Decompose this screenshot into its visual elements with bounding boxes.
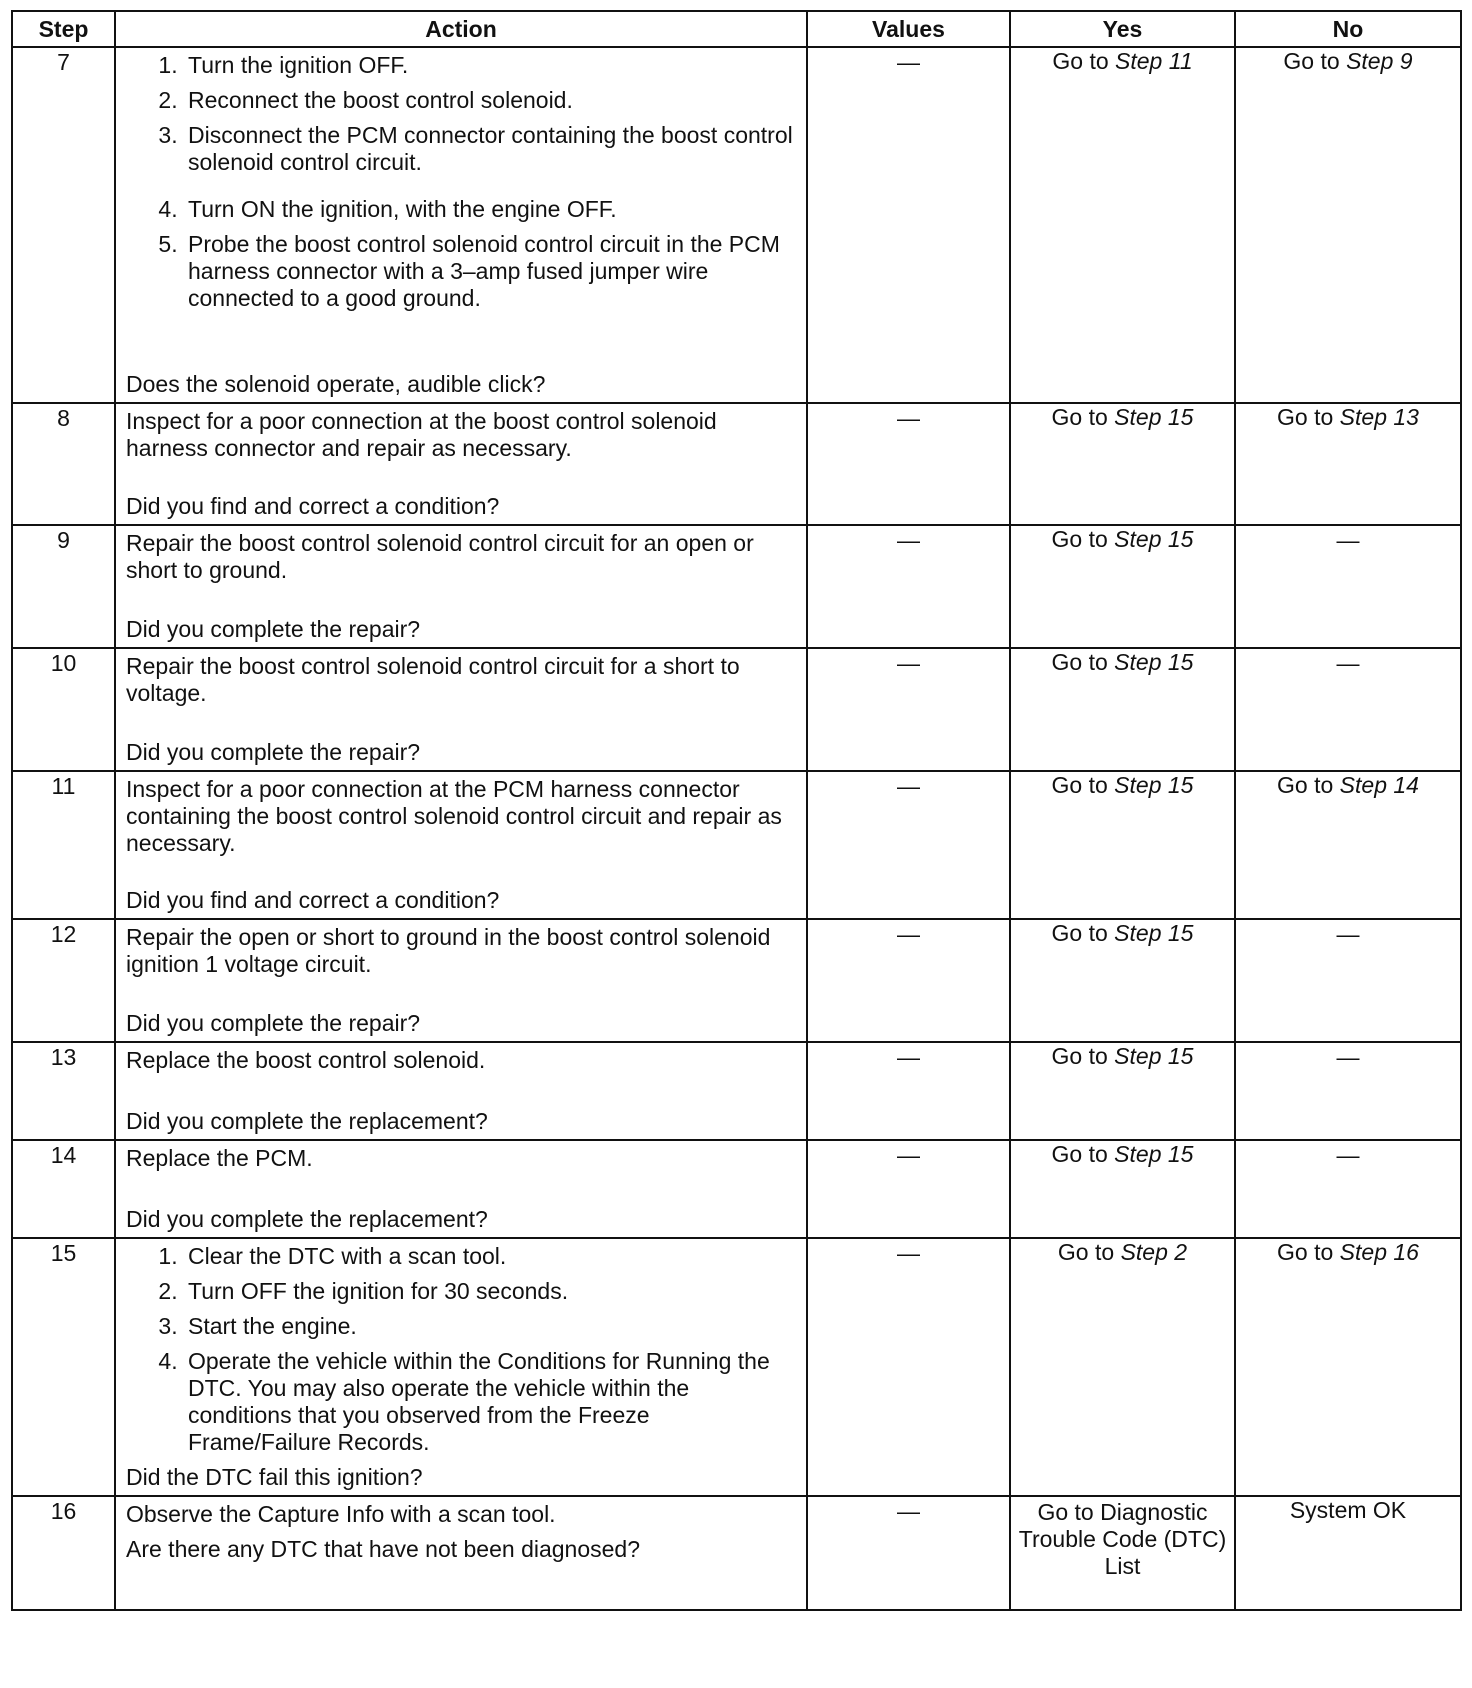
- goto-prefix: Go to: [1051, 1043, 1115, 1069]
- goto-step-link[interactable]: Step 15: [1114, 1043, 1194, 1069]
- action-step-item: 4. Turn ON the ignition, with the engine OFF.: [184, 196, 798, 223]
- action-cell: [115, 1238, 807, 1496]
- goto-step-link[interactable]: Step 13: [1339, 404, 1419, 430]
- goto-step-link[interactable]: Step 9: [1346, 48, 1413, 74]
- step-number: 14: [12, 1140, 115, 1238]
- action-question: Are there any DTC that have not been diagnosed?: [126, 1536, 641, 1562]
- values-cell: —: [807, 919, 1010, 1042]
- yes-cell: [1010, 403, 1235, 525]
- table-row-step-11: [12, 771, 1461, 919]
- action-text: Observe the Capture Info with a scan tool.: [126, 1501, 556, 1527]
- action-text: Inspect for a poor connection at the boost control solenoid harness connector and repair as necessary.: [126, 408, 717, 461]
- header-yes: Yes: [1010, 11, 1235, 47]
- diagnostic-steps-table: [11, 10, 1462, 1611]
- goto-prefix: Go to: [1051, 1141, 1115, 1167]
- table-row-step-10: [12, 648, 1461, 771]
- table-row-step-9: [12, 525, 1461, 648]
- goto-step-link[interactable]: Step 14: [1339, 772, 1419, 798]
- yes-cell: [1010, 1496, 1235, 1610]
- action-text: Replace the PCM.: [126, 1145, 313, 1171]
- no-cell: —: [1235, 1042, 1461, 1140]
- values-cell: —: [807, 1140, 1010, 1238]
- values-cell: —: [807, 1496, 1010, 1610]
- yes-cell: [1010, 47, 1235, 403]
- action-step-item: 1. Clear the DTC with a scan tool.: [184, 1243, 798, 1270]
- values-cell: —: [807, 648, 1010, 771]
- table-row-step-16: [12, 1496, 1461, 1610]
- header-step: Step: [12, 11, 115, 47]
- no-cell: [1235, 1238, 1461, 1496]
- no-cell: System OK: [1235, 1496, 1461, 1610]
- values-cell: —: [807, 525, 1010, 648]
- no-cell: —: [1235, 525, 1461, 648]
- action-cell: [115, 525, 807, 648]
- action-step-item: 3. Disconnect the PCM connector containing the boost control solenoid control circuit.: [184, 122, 798, 176]
- action-question: Did you complete the repair?: [126, 616, 421, 642]
- action-question: Did you find and correct a condition?: [126, 887, 500, 913]
- goto-step-link[interactable]: Step 16: [1339, 1239, 1419, 1265]
- action-step-item: 2. Turn OFF the ignition for 30 seconds.: [184, 1278, 798, 1305]
- yes-cell: [1010, 771, 1235, 919]
- goto-prefix: Go to: [1051, 649, 1115, 675]
- goto-prefix: Go to: [1037, 1499, 1101, 1525]
- step-number: 15: [12, 1238, 115, 1496]
- diagnostic-table-page: [11, 10, 1460, 1611]
- action-question: Did you complete the replacement?: [126, 1206, 488, 1232]
- yes-cell: [1010, 1238, 1235, 1496]
- action-step-item: 5. Probe the boost control solenoid control circuit in the PCM harness connector with a 3–amp fused jumper wire connected to a good ground.: [184, 231, 798, 312]
- action-question: Did you complete the repair?: [126, 1010, 421, 1036]
- action-text: Replace the boost control solenoid.: [126, 1047, 486, 1073]
- yes-cell: [1010, 1140, 1235, 1238]
- step-number: 13: [12, 1042, 115, 1140]
- goto-prefix: Go to: [1051, 772, 1115, 798]
- action-cell: [115, 1042, 807, 1140]
- action-text: Repair the boost control solenoid control circuit for a short to voltage.: [126, 653, 740, 706]
- table-header-row: [12, 11, 1461, 47]
- goto-prefix: Go to: [1277, 404, 1340, 430]
- step-number: 12: [12, 919, 115, 1042]
- table-row-step-13: [12, 1042, 1461, 1140]
- yes-cell: [1010, 919, 1235, 1042]
- header-no: No: [1235, 11, 1461, 47]
- action-step-item: 1. Turn the ignition OFF.: [184, 52, 798, 79]
- goto-step-link[interactable]: Step 15: [1114, 772, 1194, 798]
- goto-step-link[interactable]: Step 15: [1114, 404, 1194, 430]
- action-cell: [115, 1496, 807, 1610]
- values-cell: —: [807, 771, 1010, 919]
- goto-step-link[interactable]: Step 15: [1114, 526, 1194, 552]
- no-cell: —: [1235, 919, 1461, 1042]
- yes-cell: [1010, 525, 1235, 648]
- action-text: Repair the boost control solenoid control circuit for an open or short to ground.: [126, 530, 754, 583]
- action-text: Inspect for a poor connection at the PCM harness connector containing the boost control solenoid control circuit and repair as necessary.: [126, 776, 782, 856]
- goto-prefix: Go to: [1052, 48, 1116, 74]
- action-cell: [115, 771, 807, 919]
- goto-prefix: Go to: [1277, 772, 1340, 798]
- action-cell: [115, 403, 807, 525]
- goto-step-link[interactable]: Step 11: [1115, 48, 1193, 74]
- goto-prefix: Go to: [1277, 1239, 1340, 1265]
- goto-prefix: Go to: [1051, 404, 1115, 430]
- goto-step-link[interactable]: Step 15: [1114, 920, 1194, 946]
- action-question: Did you complete the replacement?: [126, 1108, 488, 1134]
- no-cell: —: [1235, 1140, 1461, 1238]
- values-cell: —: [807, 1238, 1010, 1496]
- goto-step-link[interactable]: Step 2: [1120, 1239, 1188, 1265]
- values-cell: —: [807, 1042, 1010, 1140]
- yes-cell: [1010, 648, 1235, 771]
- action-cell: [115, 1140, 807, 1238]
- values-cell: —: [807, 47, 1010, 403]
- action-step-item: 2. Reconnect the boost control solenoid.: [184, 87, 798, 114]
- yes-cell: [1010, 1042, 1235, 1140]
- step-number: 8: [12, 403, 115, 525]
- goto-prefix: Go to: [1057, 1239, 1121, 1265]
- no-cell: [1235, 403, 1461, 525]
- no-cell: [1235, 771, 1461, 919]
- table-row-step-8: [12, 403, 1461, 525]
- step-number: 16: [12, 1496, 115, 1610]
- goto-dtc-list-link[interactable]: Diagnostic Trouble Code (DTC) List: [1018, 1499, 1227, 1579]
- step-number: 11: [12, 771, 115, 919]
- action-question: Did you complete the repair?: [126, 739, 421, 765]
- header-action: Action: [115, 11, 807, 47]
- goto-prefix: Go to: [1283, 48, 1347, 74]
- table-row-step-15: [12, 1238, 1461, 1496]
- no-cell: [1235, 47, 1461, 403]
- goto-step-link[interactable]: Step 15: [1114, 649, 1194, 675]
- goto-step-link[interactable]: Step 15: [1114, 1141, 1194, 1167]
- action-steps-list: [126, 52, 798, 312]
- table-row-step-14: [12, 1140, 1461, 1238]
- goto-prefix: Go to: [1051, 920, 1115, 946]
- step-number: 10: [12, 648, 115, 771]
- step-number: 9: [12, 525, 115, 648]
- no-cell: —: [1235, 648, 1461, 771]
- action-cell: [115, 919, 807, 1042]
- action-steps-list: [126, 1243, 798, 1456]
- action-text: Repair the open or short to ground in the boost control solenoid ignition 1 voltage circuit.: [126, 924, 771, 977]
- action-cell: [115, 47, 807, 403]
- action-cell: [115, 648, 807, 771]
- table-row-step-7: [12, 47, 1461, 403]
- action-question: Did the DTC fail this ignition?: [126, 1464, 423, 1490]
- step-number: 7: [12, 47, 115, 403]
- action-question: Does the solenoid operate, audible click?: [126, 371, 546, 397]
- header-values: Values: [807, 11, 1010, 47]
- action-step-item: 3. Start the engine.: [184, 1313, 798, 1340]
- action-step-item: 4. Operate the vehicle within the Conditions for Running the DTC. You may also operate the vehicle within the conditions that you observed from the Freeze Frame/Failure Records.: [184, 1348, 798, 1456]
- action-question: Did you find and correct a condition?: [126, 493, 500, 519]
- goto-prefix: Go to: [1051, 526, 1115, 552]
- values-cell: —: [807, 403, 1010, 525]
- table-row-step-12: [12, 919, 1461, 1042]
